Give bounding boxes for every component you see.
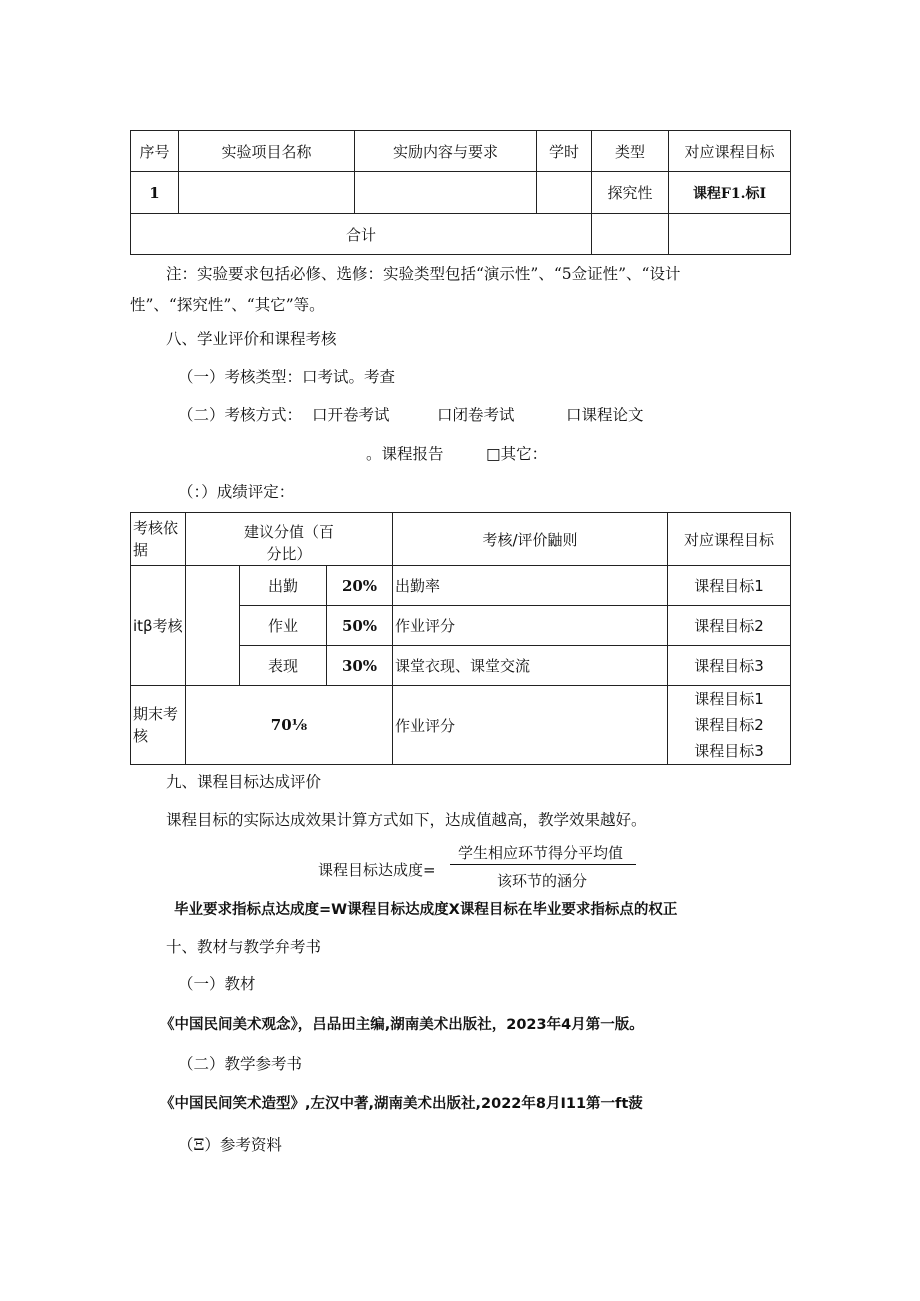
header-content: 实励内容与要求	[355, 131, 537, 172]
fraction-line	[450, 864, 636, 865]
header-target: 对应课程目标	[669, 131, 791, 172]
header-score: 建议分值（百分比）	[186, 513, 393, 566]
final-assessment-label: 期末考核	[131, 686, 186, 765]
option-closed-book: 口闭卷考试	[437, 406, 515, 424]
row-type: 探究性	[592, 172, 669, 214]
formula-denominator: 该环节的涵分	[497, 872, 588, 890]
note-line1: 注：实验要求包括必修、选修：实验类型包括“演示性”、“5佥证性”、“设计	[166, 265, 681, 283]
regular-assessment-label: itβ考核	[131, 566, 186, 686]
item-pct: 50%	[327, 606, 393, 646]
option-course-report: 。课程报告	[366, 445, 444, 463]
regular-blank	[186, 566, 240, 686]
total-target	[669, 214, 791, 255]
item-name: 出勤	[240, 566, 327, 606]
note-line2: 性”、“探究性”、“其它”等。	[130, 296, 325, 314]
formula-numerator: 学生相应环节得分平均值	[458, 844, 624, 862]
item-name: 表现	[240, 646, 327, 686]
final-target-2: 课程目标2	[694, 716, 764, 734]
table-row	[131, 686, 791, 765]
grade-evaluation-label: （：）成绩评定：	[178, 483, 295, 501]
header-no: 序号	[131, 131, 179, 172]
item-name: 作业	[240, 606, 327, 646]
section10-title: 十、教材与教学弁考书	[166, 938, 322, 956]
header-rules: 考核/评价鼬则	[393, 513, 668, 566]
textbook-entry: 《中国民间美术观念》，吕品田主编,湖南美术出版社，2023年4月第一版。	[160, 1017, 644, 1033]
row-hours	[537, 172, 592, 214]
experiment-table	[130, 130, 791, 255]
item-target: 课程目标2	[668, 606, 791, 646]
total-type	[592, 214, 669, 255]
header-name: 实验项目名称	[179, 131, 355, 172]
item-pct: 30%	[327, 646, 393, 686]
option-open-book: 口开卷考试	[312, 406, 390, 424]
reference-book-entry: 《中国民间笑术造型》,左汉中著,湖南美术出版社,2022年8月I11第一ft菠	[160, 1096, 643, 1112]
final-target-1: 课程目标1	[694, 690, 764, 708]
final-rule: 作业评分	[393, 686, 668, 765]
references-heading: （Ξ）参考资料	[178, 1136, 282, 1154]
textbook-heading: （一）教材	[178, 975, 256, 993]
option-course-paper: 口课程论文	[566, 406, 644, 424]
assessment-type: （一）考核类型：口考试。考查	[178, 368, 396, 386]
section9-description: 课程目标的实际达成效果计算方式如下，达成值越高，教学效果越好。	[166, 811, 647, 829]
grade-table	[130, 512, 791, 765]
formula-graduation: 毕业要求指标点达成度=W课程目标达成度X课程目标在毕业要求指标点的权正	[174, 902, 678, 918]
final-pct: 70⅛	[186, 686, 393, 765]
header-target: 对应课程目标	[668, 513, 791, 566]
row-target: 课程F1.标I	[669, 172, 791, 214]
row-no: 1	[131, 172, 179, 214]
table-row	[131, 566, 791, 606]
header-hours: 学时	[537, 131, 592, 172]
item-rule: 作业评分	[393, 606, 668, 646]
header-type: 类型	[592, 131, 669, 172]
assessment-method-label: （二）考核方式：	[178, 406, 303, 424]
item-pct: 20%	[327, 566, 393, 606]
formula-lhs: 课程目标达成度=	[318, 861, 436, 879]
total-label: 合计	[131, 214, 592, 255]
item-rule: 出勤率	[393, 566, 668, 606]
section9-title: 九、课程目标达成评价	[166, 773, 322, 791]
section8-title: 八、学业评价和课程考核	[166, 330, 337, 348]
item-target: 课程目标1	[668, 566, 791, 606]
row-content	[355, 172, 537, 214]
final-targets	[668, 686, 791, 765]
option-other: □其它：	[486, 445, 548, 463]
header-basis: 考核依据	[131, 513, 186, 566]
item-rule: 课堂衣现、课堂交流	[393, 646, 668, 686]
table-row	[131, 172, 791, 214]
reference-books-heading: （二）教学参考书	[178, 1055, 303, 1073]
row-name	[179, 172, 355, 214]
item-target: 课程目标3	[668, 646, 791, 686]
final-target-3: 课程目标3	[694, 742, 764, 760]
